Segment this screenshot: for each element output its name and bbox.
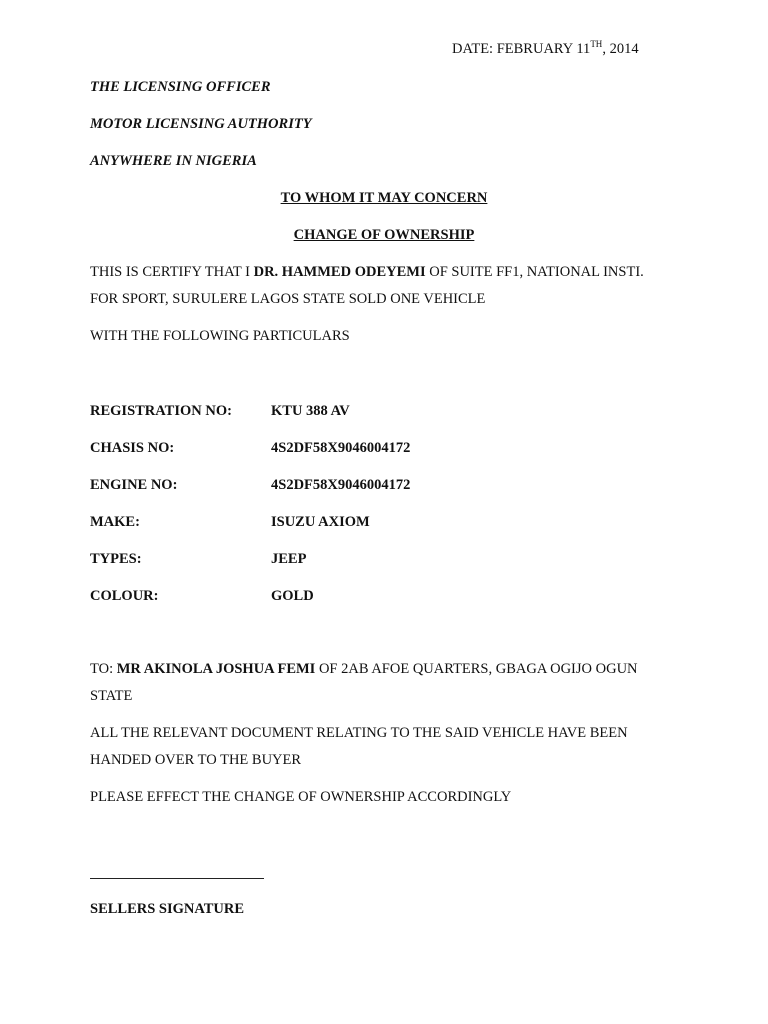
closing-paragraph-line-1: ALL THE RELEVANT DOCUMENT RELATING TO THE SAID VEHICLE HAVE BEEN — [90, 725, 628, 741]
letter-date — [452, 41, 639, 58]
subject-heading: CHANGE OF OWNERSHIP — [293, 227, 475, 243]
seller-name: DR. HAMMED ODEYEMI — [253, 264, 426, 280]
particular-label-types: TYPES: — [90, 551, 142, 567]
addressee-line-2: MOTOR LICENSING AUTHORITY — [90, 116, 312, 132]
signature-label: SELLERS SIGNATURE — [90, 901, 245, 917]
addressee-line-1: THE LICENSING OFFICER — [90, 79, 271, 95]
particulars-intro: WITH THE FOLLOWING PARTICULARS — [90, 328, 350, 344]
buyer-prefix: TO: — [90, 661, 117, 677]
particular-value-engine: 4S2DF58X9046004172 — [271, 477, 411, 493]
particular-value-types: JEEP — [271, 551, 307, 567]
certify-paragraph-line-2: FOR SPORT, SURULERE LAGOS STATE SOLD ONE VEHICLE — [90, 291, 486, 307]
particular-label-colour: COLOUR: — [90, 588, 159, 604]
date-year: , 2014 — [602, 41, 639, 57]
certify-paragraph-line-1 — [90, 264, 644, 281]
signature-line — [90, 878, 264, 879]
date-ordinal-suffix: TH — [590, 39, 603, 49]
addressee-line-3: ANYWHERE IN NIGERIA — [90, 153, 257, 169]
particular-value-make: ISUZU AXIOM — [271, 514, 370, 530]
closing-paragraph-line-2: HANDED OVER TO THE BUYER — [90, 752, 302, 768]
salutation-heading: TO WHOM IT MAY CONCERN — [280, 190, 488, 206]
buyer-line-1 — [90, 661, 638, 678]
particular-label-registration: REGISTRATION NO: — [90, 403, 232, 419]
buyer-address: OF 2AB AFOE QUARTERS, GBAGA OGIJO OGUN — [315, 661, 638, 677]
particular-label-make: MAKE: — [90, 514, 140, 530]
buyer-name: MR AKINOLA JOSHUA FEMI — [116, 661, 316, 677]
closing-request: PLEASE EFFECT THE CHANGE OF OWNERSHIP ACCORDINGLY — [90, 789, 512, 805]
particular-value-registration: KTU 388 AV — [271, 403, 350, 419]
date-text: DATE: FEBRUARY 11 — [452, 41, 591, 57]
particular-value-colour: GOLD — [271, 588, 314, 604]
certify-text-start: THIS IS CERTIFY THAT I — [90, 264, 254, 280]
seller-address: OF SUITE FF1, NATIONAL INSTI. — [425, 264, 644, 280]
particular-value-chasis: 4S2DF58X9046004172 — [271, 440, 411, 456]
buyer-line-2: STATE — [90, 688, 133, 704]
particular-label-engine: ENGINE NO: — [90, 477, 178, 493]
particular-label-chasis: CHASIS NO: — [90, 440, 175, 456]
